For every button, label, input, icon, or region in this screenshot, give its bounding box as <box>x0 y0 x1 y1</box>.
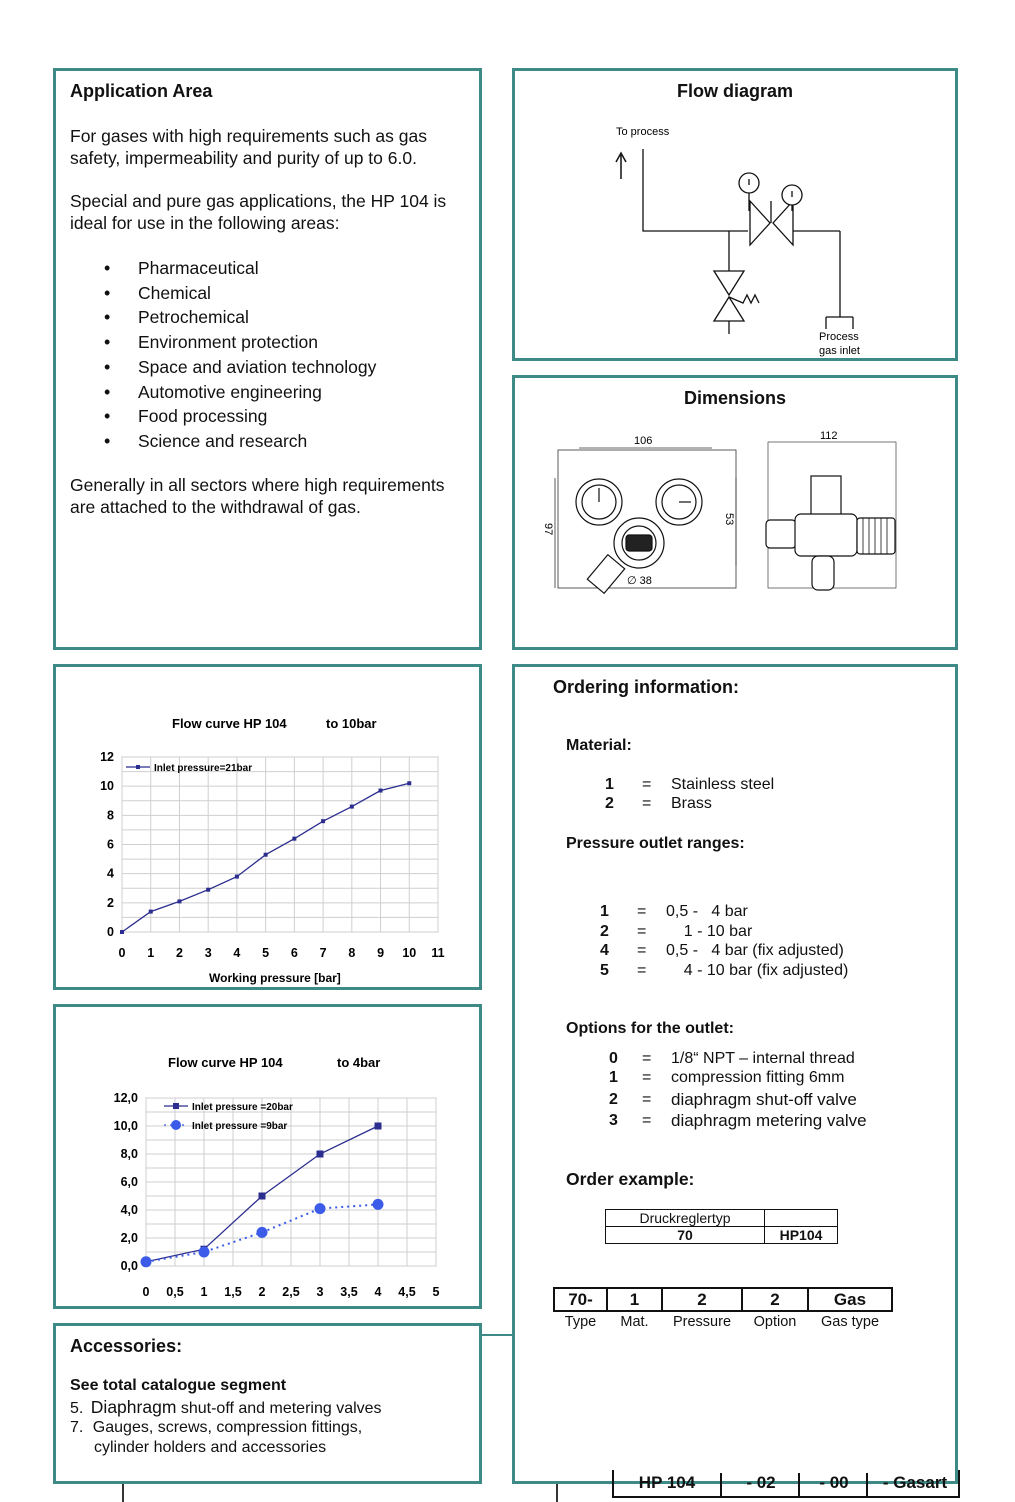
order-code-label: Mat. <box>620 1314 649 1330</box>
data-point <box>257 1227 268 1238</box>
flow-diagram-panel <box>512 68 958 361</box>
data-point <box>259 1193 266 1200</box>
material-row: 2 = Brass <box>605 795 712 812</box>
legend-label: Inlet pressure =9bar <box>192 1121 288 1132</box>
accessories-item-number: 7. <box>70 1419 84 1436</box>
list-item: • Pharmaceutical <box>70 256 470 281</box>
pressure-row: 4 = 0,5 - 4 bar (fix adjusted) <box>600 942 844 959</box>
legend-marker <box>173 1103 179 1109</box>
divider <box>556 1484 558 1502</box>
data-point <box>264 853 268 857</box>
option-row: 3 = diaphragm metering valve <box>609 1111 867 1130</box>
x-tick-label: 0 <box>118 946 126 960</box>
y-tick-label: 4 <box>107 866 114 881</box>
pressure-gauge-icon <box>782 185 802 211</box>
dimension-53-label: 53 <box>723 513 735 526</box>
legend-label: Inlet pressure =20bar <box>192 1102 293 1113</box>
data-point <box>315 1203 326 1214</box>
legend-label: Inlet pressure=21bar <box>154 763 253 774</box>
x-tick-label: 0 <box>142 1285 150 1299</box>
process-inlet-label: Process <box>819 331 859 343</box>
x-tick-label: 2 <box>258 1285 266 1299</box>
y-tick-label: 8,0 <box>120 1147 138 1161</box>
accessories-item-text: Diaphragm <box>90 1397 177 1417</box>
list-item: • Automotive engineering <box>70 380 470 405</box>
x-tick-label: 4 <box>374 1285 382 1299</box>
accessories-title: Accessories: <box>70 1336 183 1356</box>
y-tick-label: 6,0 <box>120 1175 138 1189</box>
divider <box>122 1484 124 1502</box>
legend-marker <box>171 1120 181 1130</box>
table-cell <box>765 1210 838 1227</box>
pressure-ranges-title: Pressure outlet ranges: <box>566 835 745 852</box>
x-axis-title: Working pressure [bar] <box>209 971 341 985</box>
option-row: 1 = compression fitting 6mm <box>609 1069 845 1086</box>
application-closing: Generally in all sectors where high requirements are attached to the withdrawal of gas. <box>70 475 445 517</box>
order-example-title: Order example: <box>566 1169 695 1189</box>
data-point <box>149 910 153 914</box>
data-point <box>321 819 325 823</box>
y-tick-label: 8 <box>107 808 114 823</box>
x-tick-label: 1 <box>147 946 155 960</box>
chart-subtitle: to 4bar <box>337 1055 381 1070</box>
list-item: • Space and aviation technology <box>70 355 470 380</box>
dimension-112-label: 112 <box>820 430 838 442</box>
order-code-box: 2 <box>741 1287 809 1312</box>
list-item: • Environment protection <box>70 330 470 355</box>
data-point <box>292 837 296 841</box>
bottom-code-cell: - 00 <box>798 1473 868 1498</box>
table-cell: HP104 <box>765 1227 838 1244</box>
option-row: 0 = 1/8“ NPT – internal thread <box>609 1050 855 1067</box>
data-point <box>379 789 383 793</box>
x-tick-label: 2 <box>175 946 183 960</box>
dimension-106-label: 106 <box>634 435 653 447</box>
order-code-label: Option <box>753 1314 797 1330</box>
x-tick-label: 3 <box>204 946 212 960</box>
y-tick-label: 12,0 <box>113 1091 138 1105</box>
accessories-subtitle: See total catalogue segment <box>70 1377 287 1394</box>
y-tick-label: 2 <box>107 895 114 910</box>
chart-title: Flow curve HP 104 <box>172 716 287 731</box>
x-tick-label: 3 <box>316 1285 324 1299</box>
data-point <box>350 805 354 809</box>
pressure-row: 5 = 4 - 10 bar (fix adjusted) <box>600 962 849 979</box>
x-tick-label: 1 <box>200 1285 208 1299</box>
flow-diagram-graphic <box>515 71 955 358</box>
material-title: Material: <box>566 737 632 754</box>
x-tick-label: 8 <box>348 946 356 960</box>
bottom-code-cell: - 02 <box>720 1473 800 1498</box>
flow-curve-chart-10bar <box>56 667 479 987</box>
accessories-item-number: 5. <box>70 1400 84 1417</box>
dimensions-panel <box>512 375 958 650</box>
to-process-label: To process <box>616 126 670 138</box>
pressure-gauge-icon <box>739 173 759 211</box>
table-cell: 70 <box>606 1227 765 1244</box>
x-tick-label: 9 <box>377 946 385 960</box>
y-tick-label: 4,0 <box>120 1203 138 1217</box>
order-code-label: Pressure <box>672 1314 732 1330</box>
material-row: 1 = Stainless steel <box>605 776 775 793</box>
x-tick-label: 6 <box>290 946 298 960</box>
x-tick-label: 4,5 <box>398 1285 416 1299</box>
x-tick-label: 3,5 <box>340 1285 358 1299</box>
list-item: • Science and research <box>70 429 470 454</box>
accessories-panel <box>53 1323 482 1484</box>
order-code-label: Type <box>564 1314 597 1330</box>
x-tick-label: 7 <box>319 946 327 960</box>
accessories-item-text: cylinder holders and accessories <box>94 1439 327 1456</box>
outlet-options-title: Options for the outlet: <box>566 1020 734 1037</box>
y-tick-label: 2,0 <box>120 1231 138 1245</box>
pressure-row: 2 = 1 - 10 bar <box>600 923 753 940</box>
relief-valve-icon <box>714 271 759 321</box>
pressure-row: 1 = 0,5 - 4 bar <box>600 903 748 920</box>
dimension-38-label: ∅ 38 <box>627 575 652 587</box>
order-code-box: 70- <box>553 1287 608 1312</box>
application-area-title: Application Area <box>70 81 213 101</box>
bottom-code-strip <box>612 1470 960 1498</box>
option-row: 2 = diaphragm shut-off valve <box>609 1090 857 1109</box>
chart-title: Flow curve HP 104 <box>168 1055 283 1070</box>
process-inlet-label: gas inlet <box>819 345 860 357</box>
data-point <box>120 930 124 934</box>
flow-curve-chart-4bar-panel <box>53 1004 482 1309</box>
list-item: • Food processing <box>70 404 470 429</box>
bottom-code-cell: - Gasart <box>866 1473 960 1498</box>
flow-curve-chart-10bar-panel <box>53 664 482 990</box>
data-point <box>141 1256 152 1267</box>
x-tick-label: 5 <box>432 1285 440 1299</box>
flow-curve-chart-4bar <box>56 1007 479 1306</box>
application-area-panel <box>53 68 482 650</box>
shutoff-valve-icon <box>750 201 793 245</box>
data-point <box>199 1247 210 1258</box>
y-tick-label: 6 <box>107 837 114 852</box>
chart-subtitle: to 10bar <box>326 716 377 731</box>
order-code-box: Gas <box>807 1287 893 1312</box>
x-tick-label: 4 <box>233 946 241 960</box>
y-tick-label: 10,0 <box>113 1119 138 1133</box>
table-cell: Druckreglertyp <box>606 1210 765 1227</box>
up-arrow-icon <box>616 153 626 179</box>
data-point <box>373 1199 384 1210</box>
dimensions-drawing <box>515 378 955 647</box>
accessories-item-text: Gauges, screws, compression fittings, <box>92 1419 363 1436</box>
x-tick-label: 11 <box>431 946 445 960</box>
data-point <box>235 875 239 879</box>
dimensions-title: Dimensions <box>683 388 787 408</box>
data-point <box>375 1123 382 1130</box>
list-item: • Petrochemical <box>70 305 470 330</box>
y-tick-label: 0 <box>107 925 114 939</box>
accessories-item-text: shut-off and metering valves <box>176 1400 382 1417</box>
legend-marker <box>136 765 140 769</box>
data-point <box>177 899 181 903</box>
ordering-title: Ordering information: <box>553 677 739 697</box>
order-example-table <box>605 1209 838 1244</box>
x-tick-label: 2,5 <box>282 1285 300 1299</box>
order-code-label: Gas type <box>820 1314 880 1330</box>
regulator-side-view <box>766 442 896 590</box>
x-tick-label: 1,5 <box>224 1285 242 1299</box>
accessories-item <box>70 1397 382 1419</box>
application-intro: For gases with high requirements such as gas safety, impermeability and purity of up to 6.0. <box>70 126 427 168</box>
accessories-item <box>70 1418 362 1437</box>
dimension-97-label: 97 <box>542 523 554 536</box>
application-areas-list <box>70 256 470 454</box>
x-tick-label: 0,5 <box>166 1285 184 1299</box>
order-code-box: 1 <box>606 1287 663 1312</box>
flow-diagram-title: Flow diagram <box>676 81 793 101</box>
y-tick-label: 0,0 <box>120 1259 138 1273</box>
y-tick-label: 12 <box>100 750 114 764</box>
application-special: Special and pure gas applications, the HP 104 is ideal for use in the following areas: <box>70 191 447 233</box>
data-point <box>317 1151 324 1158</box>
list-item: • Chemical <box>70 281 470 306</box>
x-tick-label: 5 <box>262 946 270 960</box>
data-point <box>407 781 411 785</box>
y-tick-label: 10 <box>100 779 114 794</box>
bottom-code-cell: HP 104 <box>638 1473 696 1492</box>
x-tick-label: 10 <box>402 946 417 960</box>
data-point <box>206 888 210 892</box>
order-code-box: 2 <box>661 1287 743 1312</box>
divider <box>482 1334 512 1336</box>
